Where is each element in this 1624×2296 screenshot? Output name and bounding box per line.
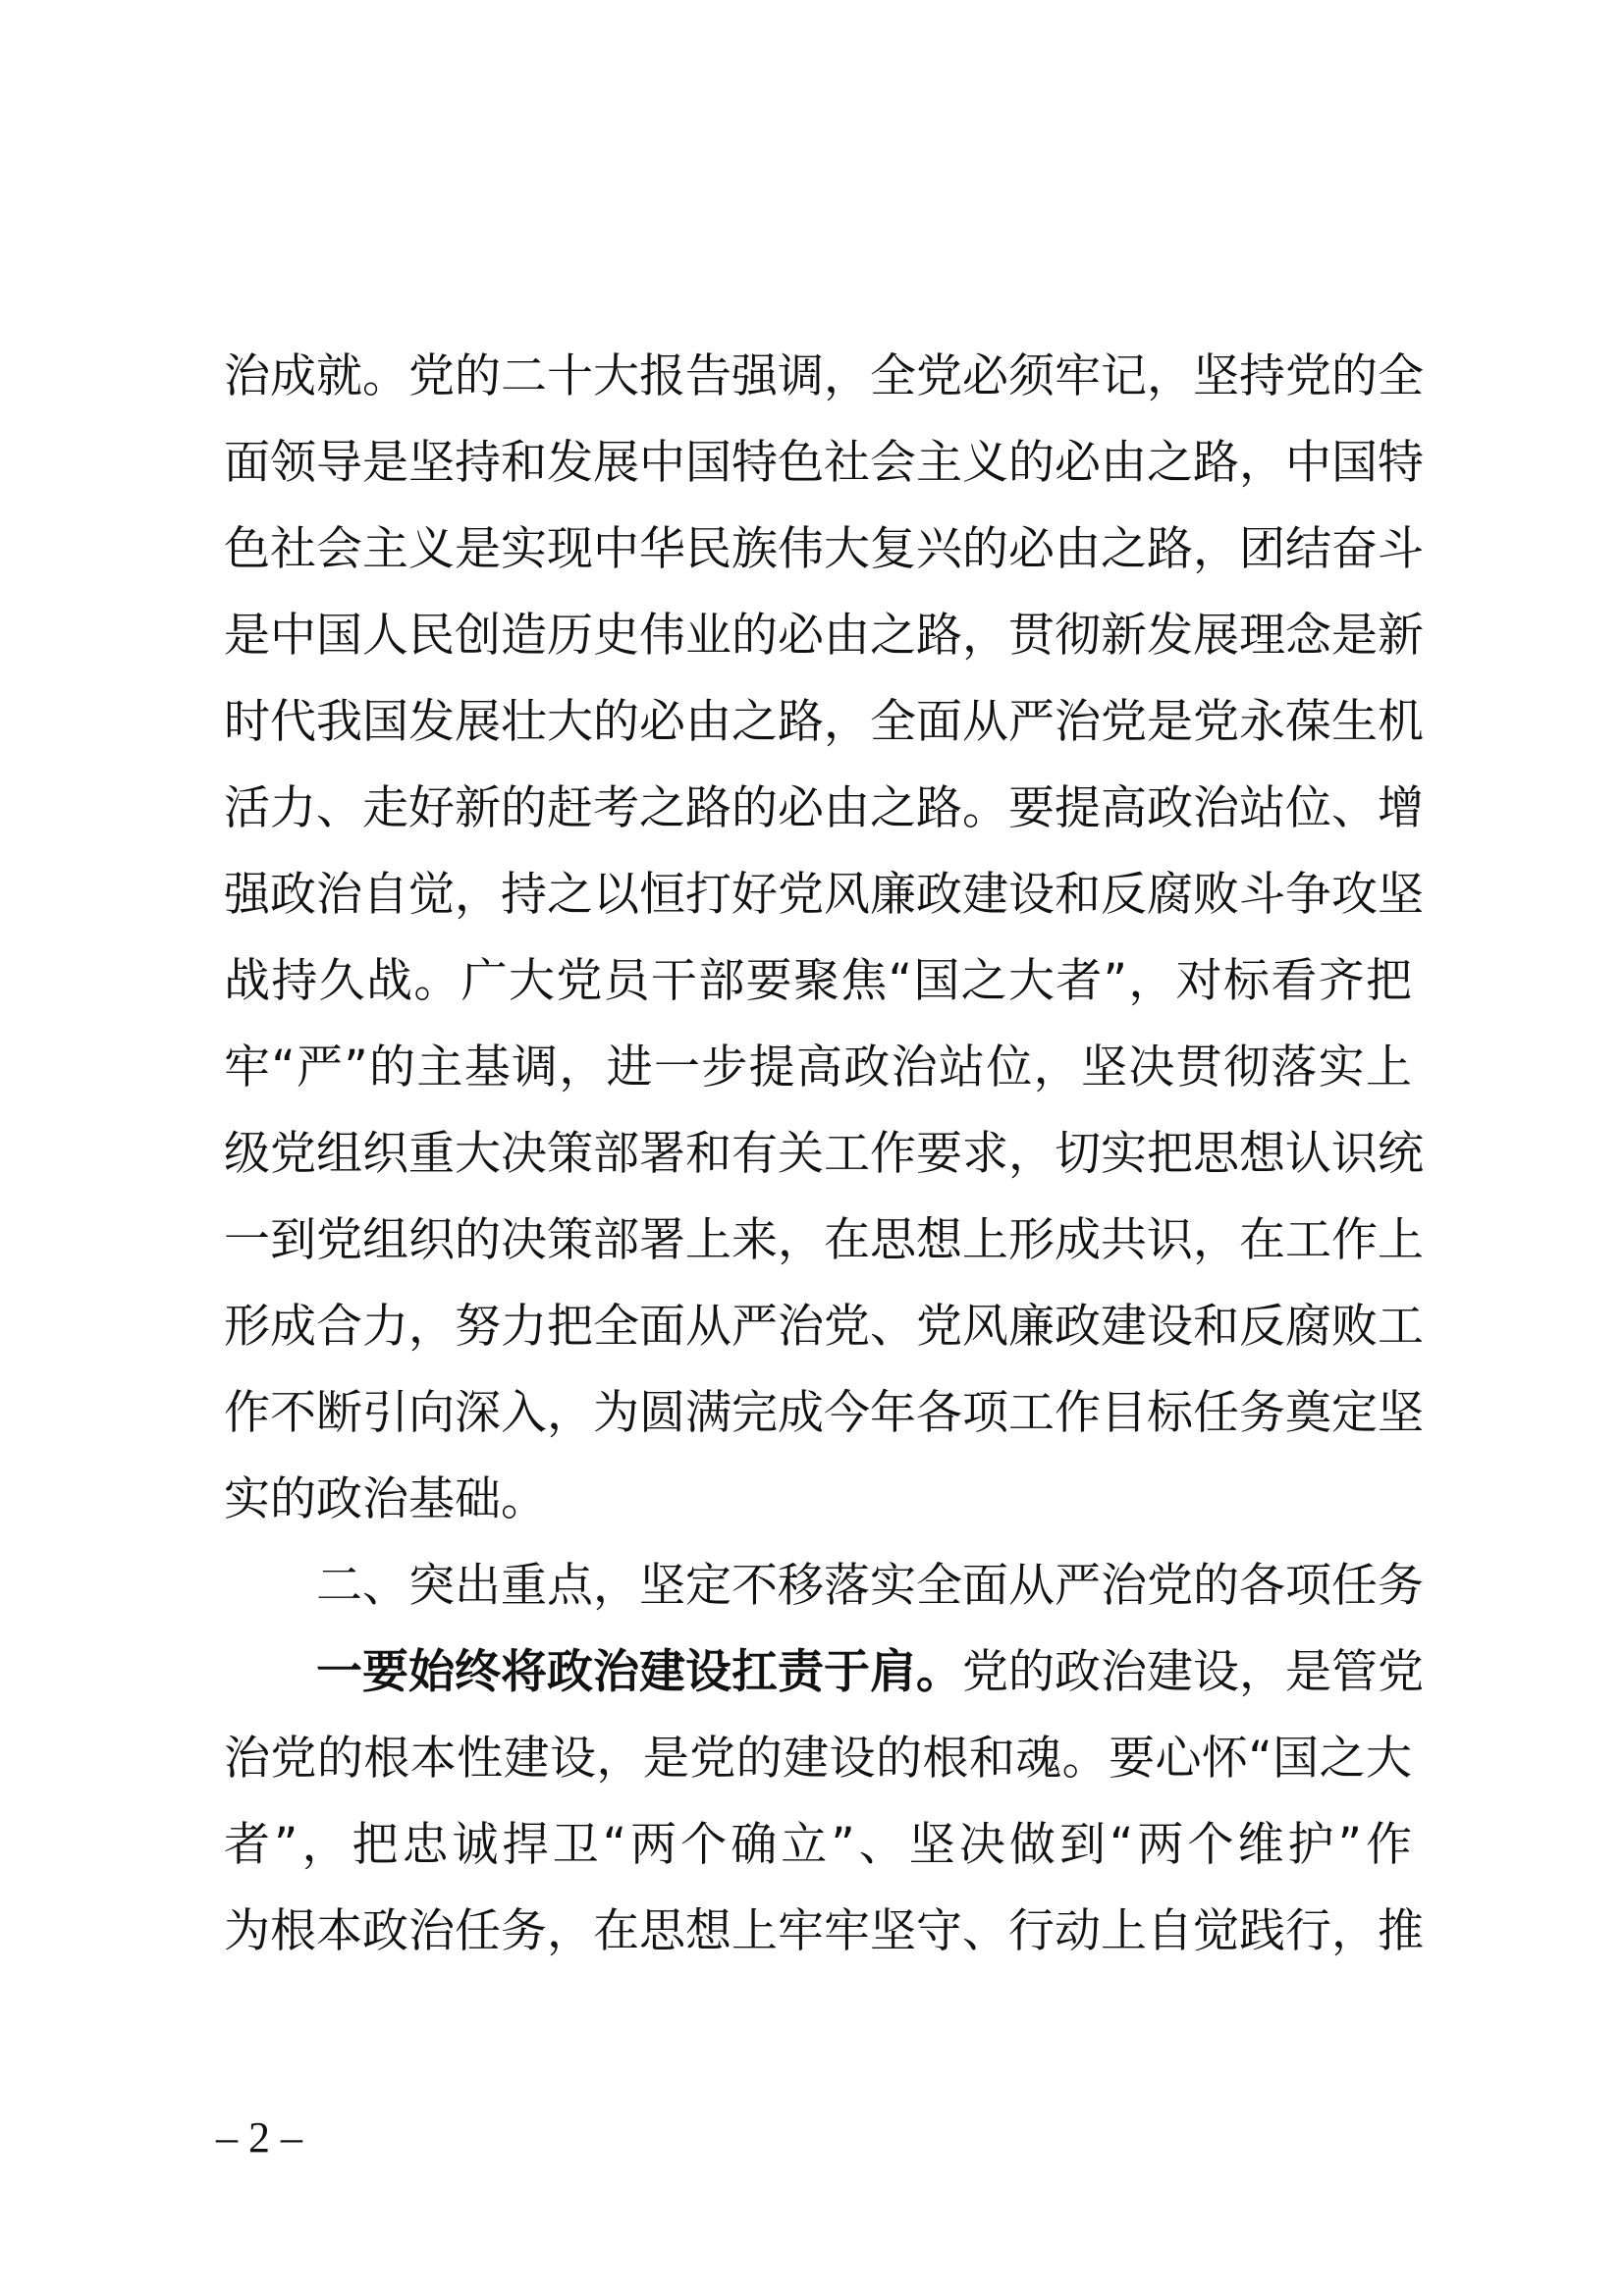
paragraph-line: 实的政治基础。: [224, 1472, 547, 1526]
paragraph-line: 牢“严”的主基调，进一步提高政治站位，坚决贯彻落实上: [224, 1041, 1412, 1095]
paragraph-line: 一到党组织的决策部署上来，在思想上形成共识，在工作上: [224, 1213, 1424, 1267]
page-number: – 2 –: [216, 2113, 302, 2162]
paragraph-line: 色社会主义是实现中华民族伟大复兴的必由之路，团结奋斗: [224, 522, 1424, 576]
paragraph-line: 为根本政治任务，在思想上牢牢坚守、行动上自觉践行，推: [224, 1904, 1424, 1958]
paragraph-line: 时代我国发展壮大的必由之路，全面从严治党是党永葆生机: [224, 695, 1424, 749]
paragraph-line: 作不断引向深入，为圆满完成今年各项工作目标任务奠定坚: [224, 1386, 1424, 1440]
first-line-rest: 党的政治建设，是管党: [962, 1645, 1424, 1699]
body-text: [224, 334, 1424, 1975]
paragraph-line: 强政治自觉，持之以恒打好党风廉政建设和反腐败斗争攻坚: [224, 868, 1424, 922]
paragraph-line: 者”，把忠诚捍卫“两个确立”、坚决做到“两个维护”作: [224, 1818, 1412, 1872]
paragraph-line: 是中国人民创造历史伟业的必由之路，贯彻新发展理念是新: [224, 609, 1424, 663]
paragraph-line: 治成就。党的二十大报告强调，全党必须牢记，坚持党的全: [224, 349, 1424, 403]
paragraph-line: 级党组织重大决策部署和有关工作要求，切实把思想认识统: [224, 1127, 1424, 1181]
bold-lead: 一要始终将政治建设扛责于肩。: [316, 1645, 962, 1699]
paragraph-line: 战持久战。广大党员干部要聚焦“国之大者”，对标看齐把: [224, 954, 1412, 1008]
paragraph-first-line: [224, 1629, 1424, 1716]
paragraph-line: 治党的根本性建设，是党的建设的根和魂。要心怀“国之大: [224, 1732, 1412, 1786]
paragraph-line: 活力、走好新的赶考之路的必由之路。要提高政治站位、增: [224, 781, 1424, 835]
paragraph-line: 面领导是坚持和发展中国特色社会主义的必由之路，中国特: [224, 436, 1424, 490]
paragraph-line: 形成合力，努力把全面从严治党、党风廉政建设和反腐败工: [224, 1300, 1424, 1354]
section-heading: 二、突出重点，坚定不移落实全面从严治党的各项任务: [316, 1559, 1424, 1613]
